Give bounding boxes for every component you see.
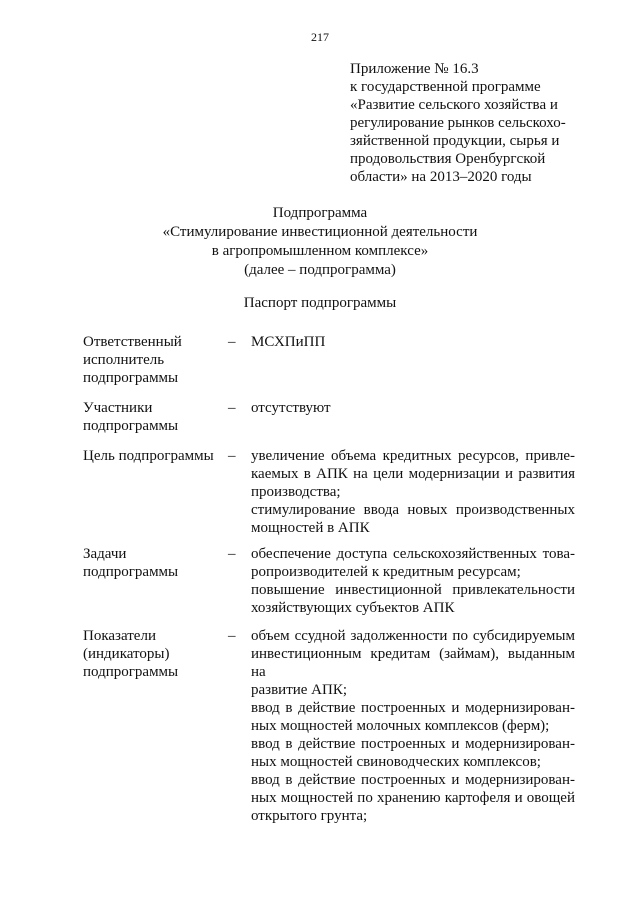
passport-dash: – [228,400,236,416]
subprogram-title-line: в агропромышленном комплексе» [211,243,429,259]
label-line: Ответственный [83,334,182,350]
appendix-line: области» на 2013–2020 годы [350,169,532,185]
value-line: ввод в действие построенных и модернизирован- [251,700,575,716]
label-line: исполнитель [83,352,165,368]
passport-row-label [83,333,223,387]
value-line: ввод в действие построенных и модернизирован- [251,772,575,788]
subprogram-title-line: (далее – подпрограмма) [244,262,396,278]
value-line: МСХПиПП [251,334,326,350]
passport-row-label [83,627,223,681]
value-line: объем ссудной задолженности по субсидируемым [251,628,575,644]
value-line: ввод в действие построенных и модернизирован- [251,736,575,752]
value-line: мощностей в АПК [251,520,370,536]
appendix-line: «Развитие сельского хозяйства и [350,97,558,113]
appendix-line: Приложение № 16.3 [350,61,479,77]
page-number: 217 [311,30,329,44]
value-line: увеличение объема кредитных ресурсов, привле- [251,448,575,464]
subprogram-title-line: Подпрограмма [272,205,368,221]
value-line: отсутствуют [251,400,331,416]
value-line: ропроизводителей к кредитным ресурсам; [251,564,521,580]
appendix-header [350,60,600,186]
passport-dash: – [228,448,236,464]
passport-dash: – [228,546,236,562]
label-line: Задачи [83,546,127,562]
label-line: подпрограммы [83,418,179,434]
value-line: обеспечение доступа сельскохозяйственных това- [251,546,575,562]
value-line: каемых в АПК на цели модернизации и развития [251,466,575,482]
passport-row-value [251,447,575,537]
value-line: развитие АПК; [251,682,348,698]
value-line: ных мощностей молочных комплексов (ферм); [251,718,550,734]
appendix-line: продовольствия Оренбургской [350,151,546,167]
passport-row-value [251,333,575,351]
passport-title: Паспорт подпрограммы [243,295,397,311]
appendix-line: регулирование рынков сельскохо- [350,115,566,131]
label-line: подпрограммы [83,564,179,580]
passport-dash: – [228,334,236,350]
passport-row-label [83,545,223,581]
subprogram-title-line: «Стимулирование инвестиционной деятельности [162,224,478,240]
label-line: (индикаторы) [83,646,170,662]
value-line: повышение инвестиционной привлекательности [251,582,575,598]
passport-row-value [251,399,575,417]
value-line: инвестиционным кредитам (займам), выданным на [251,646,575,680]
label-line: Участники [83,400,153,416]
passport-row-value [251,627,575,825]
label-line: Цель подпрограммы [83,448,214,464]
subprogram-title [0,204,640,280]
value-line: хозяйствующих субъектов АПК [251,600,455,616]
label-line: подпрограммы [83,370,179,386]
appendix-line: к государственной программе [350,79,541,95]
value-line: открытого грунта; [251,808,368,824]
label-line: подпрограммы [83,664,179,680]
value-line: стимулирование ввода новых производственных [251,502,575,518]
value-line: ных мощностей свиноводческих комплексов; [251,754,541,770]
appendix-line: зяйственной продукции, сырья и [350,133,560,149]
passport-row-label [83,399,223,435]
passport-row-value [251,545,575,617]
value-line: ных мощностей по хранению картофеля и овощей [251,790,575,806]
passport-dash: – [228,628,236,644]
label-line: Показатели [83,628,156,644]
value-line: производства; [251,484,341,500]
passport-row-label [83,447,223,465]
